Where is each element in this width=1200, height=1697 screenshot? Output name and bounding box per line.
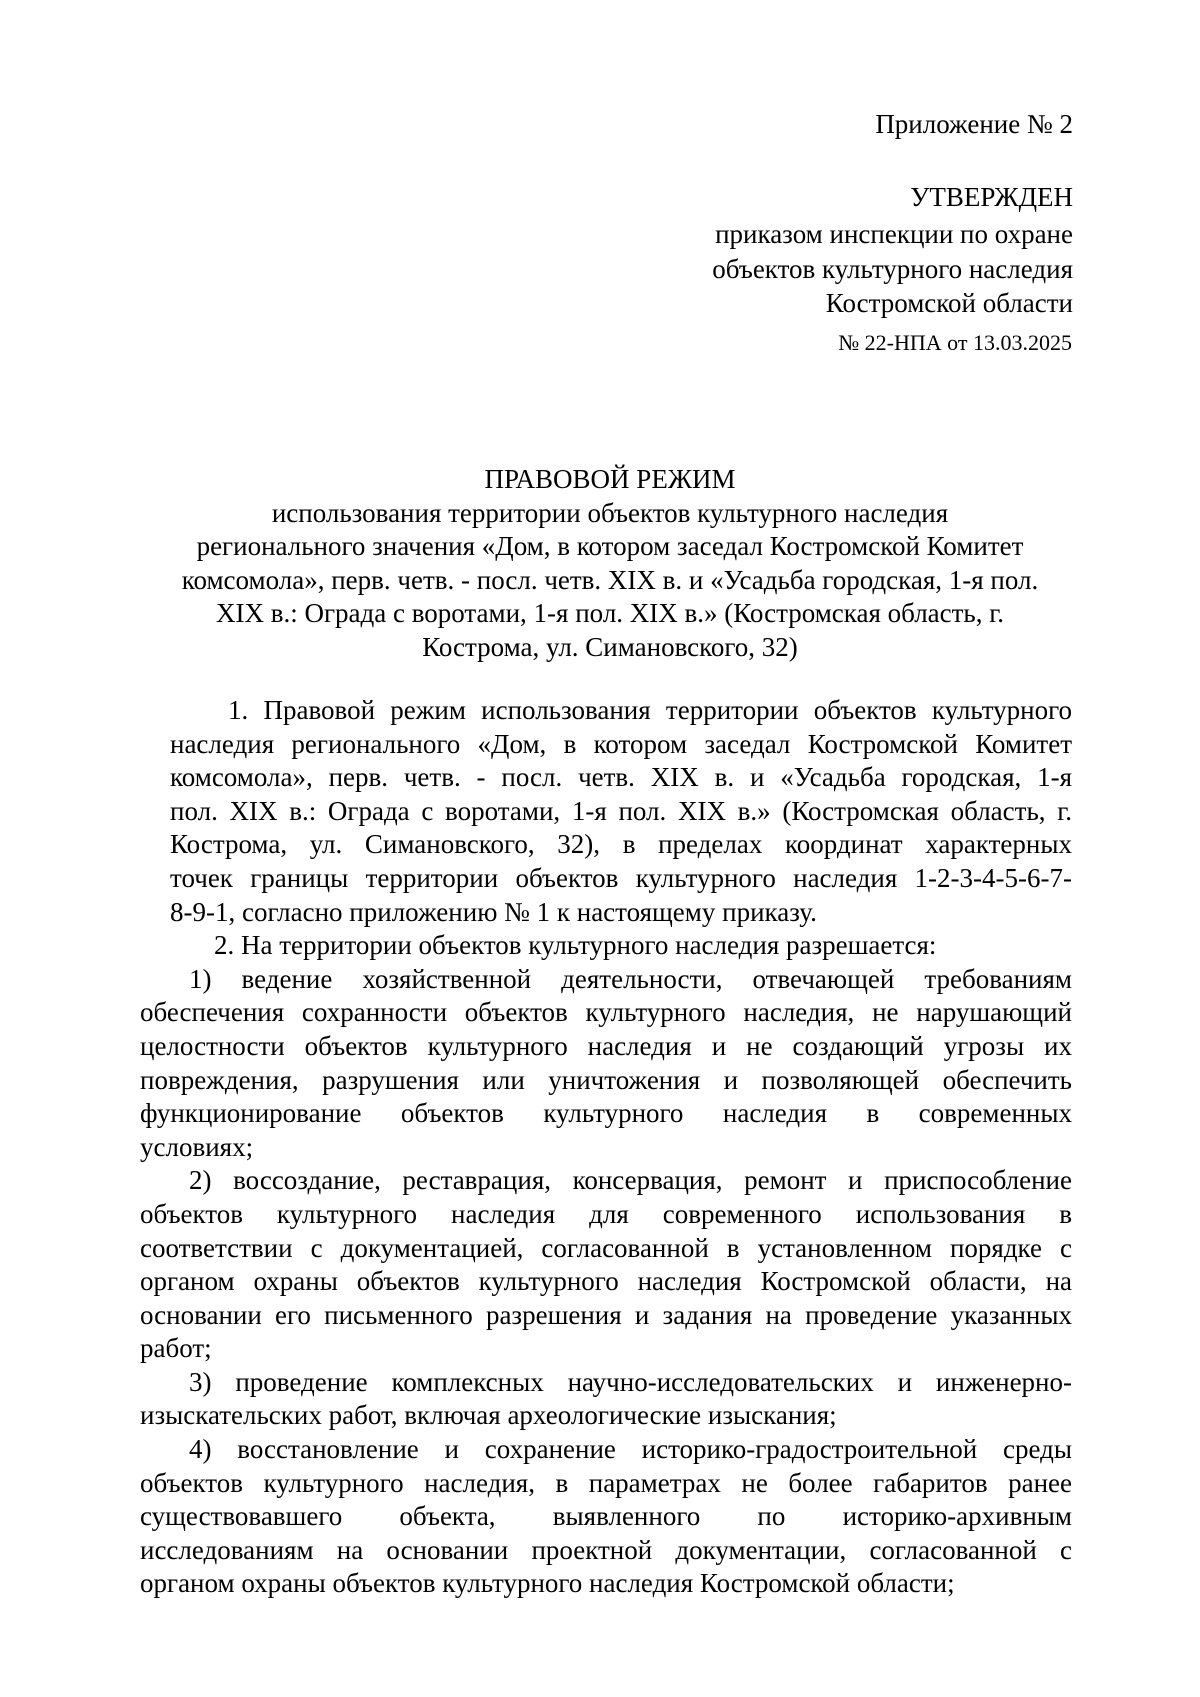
item-4-line: органом охраны объектов культурного наследия Костромской области; xyxy=(140,1568,955,1599)
item-4-line: существовавшего объекта, выявленного по историко-архивным xyxy=(140,1501,1072,1532)
paragraph-1-line: Кострома, ул. Симановского, 32), в пределах координат характерных xyxy=(170,829,1072,860)
item-2-line: соответствии с документацией, согласованной в установленном порядке с xyxy=(140,1232,1072,1263)
approved-label: УТВЕРЖДЕН xyxy=(910,182,1073,212)
title-heading: ПРАВОВОЙ РЕЖИМ xyxy=(484,464,736,494)
paragraph-1-line: 1. Правовой режим использования территории объектов культурного xyxy=(228,695,1072,725)
item-1-line: обеспечения сохранности объектов культурного наследия, не нарушающий xyxy=(140,997,1072,1028)
item-1-line: функционирование объектов культурного наследия в современных xyxy=(140,1098,1072,1129)
order-line-1: приказом инспекции по охране xyxy=(715,219,1073,249)
title-line: использования территории объектов культурного наследия xyxy=(271,497,949,528)
order-number: № 22-НПА от 13.03.2025 xyxy=(838,330,1072,355)
appendix-label: Приложение № 2 xyxy=(875,109,1073,139)
item-2-line: работ; xyxy=(140,1333,212,1364)
item-1-line: целостности объектов культурного наследия и не создающий угрозы их xyxy=(140,1030,1072,1061)
item-1-line: 1) ведение хозяйственной деятельности, отвечающей требованиям xyxy=(189,963,1072,994)
item-3-line: изыскательских работ, включая археологические изыскания; xyxy=(140,1400,837,1431)
paragraph-1-line: пол. XIX в.: Ограда с воротами, 1-я пол. XIX в.» (Костромская область, г. xyxy=(170,795,1072,826)
order-line-2: объектов культурного наследия xyxy=(712,254,1073,284)
item-1-line: условиях; xyxy=(140,1131,254,1162)
paragraph-1-line: 8-9-1, согласно приложению № 1 к настоящему приказу. xyxy=(170,896,817,927)
title-line: XIX в.: Ограда с воротами, 1-я пол. XIX в.» (Костромская область, г. xyxy=(215,598,1005,629)
paragraph-1-line: наследия регионального «Дом, в котором заседал Костромской Комитет xyxy=(170,728,1072,759)
title-line: регионального значения «Дом, в котором заседал Костромской Комитет xyxy=(196,531,1024,562)
order-line-3: Костромской области xyxy=(825,288,1073,318)
document-body xyxy=(140,694,1072,1601)
title-line: Кострома, ул. Симановского, 32) xyxy=(422,631,798,662)
item-4-line: исследованиям на основании проектной документации, согласованной с xyxy=(140,1534,1072,1565)
paragraph-1-line: точек границы территории объектов культурного наследия 1-2-3-4-5-6-7- xyxy=(170,862,1072,893)
document-title xyxy=(150,463,1070,665)
paragraph-1-line: комсомола», перв. четв. - посл. четв. XIX в. и «Усадьба городская, 1-я xyxy=(170,762,1072,793)
item-2-line: 2) воссоздание, реставрация, консервация, ремонт и приспособление xyxy=(189,1165,1072,1196)
item-3-line: 3) проведение комплексных научно-исследовательских и инженерно- xyxy=(189,1366,1072,1397)
paragraph-2-line: 2. На территории объектов культурного наследия разрешается: xyxy=(214,930,937,961)
item-2-line: объектов культурного наследия для современного использования в xyxy=(140,1198,1072,1229)
item-2-line: основании его письменного разрешения и задания на проведение указанных xyxy=(140,1299,1072,1330)
title-line: комсомола», перв. четв. - посл. четв. XIX в. и «Усадьба городская, 1-я пол. xyxy=(181,564,1039,595)
item-4-line: 4) восстановление и сохранение историко-градостроительной среды xyxy=(189,1434,1072,1465)
item-1-line: повреждения, разрушения или уничтожения и позволяющей обеспечить xyxy=(140,1064,1072,1095)
item-2-line: органом охраны объектов культурного наследия Костромской области, на xyxy=(140,1266,1072,1297)
item-4-line: объектов культурного наследия, в параметрах не более габаритов ранее xyxy=(140,1467,1072,1498)
